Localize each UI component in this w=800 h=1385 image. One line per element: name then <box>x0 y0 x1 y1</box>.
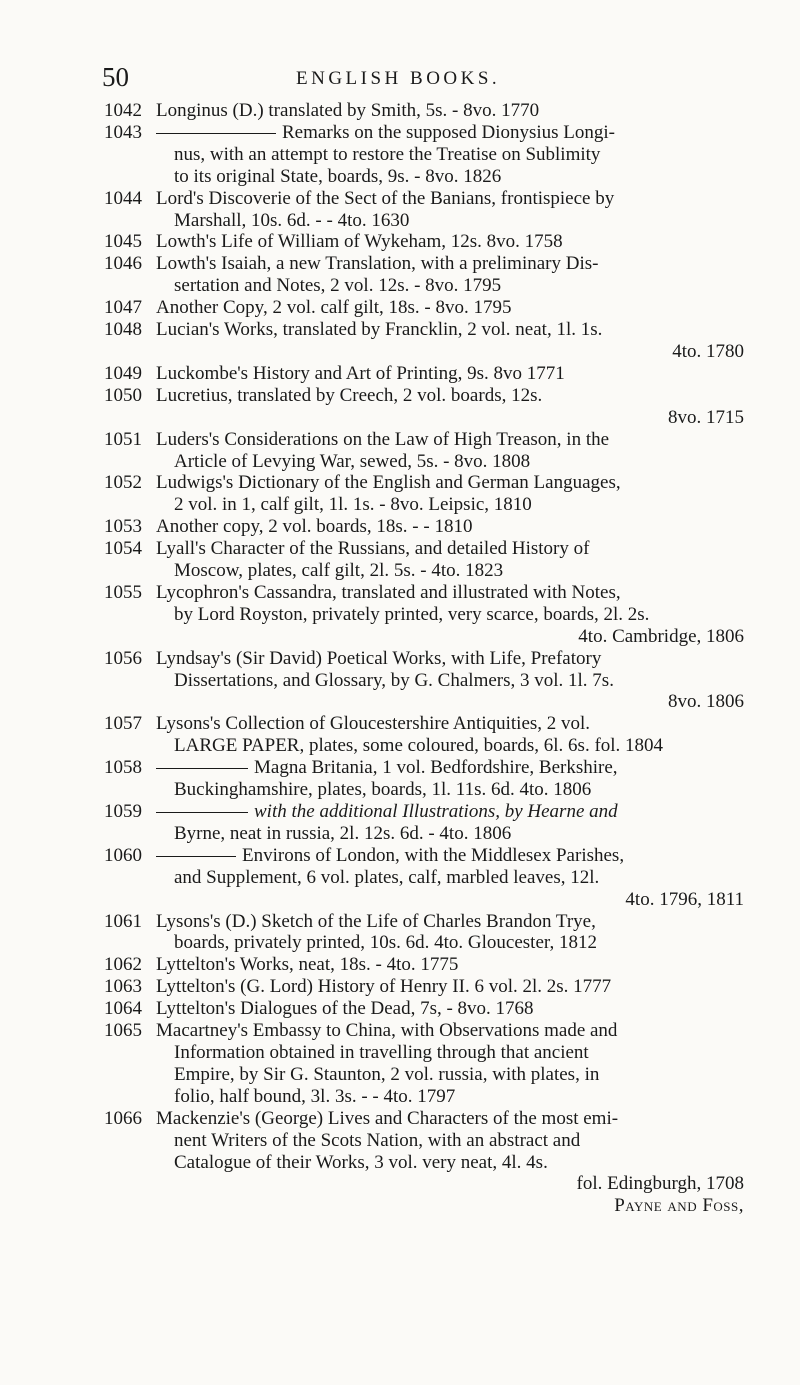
entry-line: 4to. 1780 <box>672 340 744 362</box>
entry-line: Luders's Considerations on the Law of High Treason, in the <box>156 428 610 450</box>
catalogue-entry <box>104 188 744 232</box>
entry-number: 1057 <box>104 713 142 735</box>
entry-number: 1066 <box>104 1107 142 1129</box>
entry-number: 1059 <box>104 801 142 822</box>
entry-line: Marshall, 10s. 6d. - - 4to. 1630 <box>174 209 410 231</box>
entry-line: Lyttelton's Works, neat, 18s. - 4to. 1775 <box>156 954 459 976</box>
entry-line: Magna Britania, 1 vol. Bedfordshire, Berkshire, <box>254 757 618 779</box>
entry-number: 1060 <box>104 844 142 866</box>
entry-line: Buckinghamshire, plates, boards, 1l. 11s. 6d. 4to. 1806 <box>174 779 592 801</box>
catalogue-entry <box>104 253 744 297</box>
entry-line: 4to. Cambridge, 1806 <box>578 625 744 647</box>
entry-line: Another Copy, 2 vol. calf gilt, 18s. - 8vo. 1795 <box>156 297 512 319</box>
entry-line: by Lord Royston, privately printed, very scarce, boards, 2l. 2s. <box>174 603 650 625</box>
entry-line: Longinus (D.) translated by Smith, 5s. - 8vo. 1770 <box>156 100 540 121</box>
entry-line: Moscow, plates, calf gilt, 2l. 5s. - 4to. 1823 <box>174 560 504 582</box>
entry-number: 1055 <box>104 581 142 603</box>
catalogue-entry <box>104 363 744 385</box>
entry-line: 2 vol. in 1, calf gilt, 1l. 1s. - 8vo. Leipsic, 1810 <box>174 494 532 516</box>
entry-line: Byrne, neat in russia, 2l. 12s. 6d. - 4to. 1806 <box>174 822 512 844</box>
entry-line: Lucian's Works, translated by Francklin, 2 vol. neat, 1l. 1s. <box>156 319 603 341</box>
entry-line: Catalogue of their Works, 3 vol. very neat, 4l. 4s. <box>174 1151 548 1173</box>
entry-line: Information obtained in travelling through that ancient <box>174 1041 589 1063</box>
entry-number: 1049 <box>104 362 142 384</box>
entry-line: 4to. 1796, 1811 <box>625 888 744 910</box>
page-number: 50 <box>102 62 129 92</box>
entry-number: 1063 <box>104 976 142 998</box>
catalogue-entry <box>104 297 744 319</box>
catalogue-entry <box>104 582 744 648</box>
catalogue-entry <box>104 429 744 473</box>
entry-number: 1053 <box>104 516 142 538</box>
entry-line: Dissertations, and Glossary, by G. Chalmers, 3 vol. 1l. 7s. <box>174 669 614 691</box>
entry-number: 1048 <box>104 319 142 341</box>
entry-line: Lord's Discoverie of the Sect of the Banians, frontispiece by <box>156 187 615 209</box>
entry-number: 1058 <box>104 757 142 779</box>
ditto-rule <box>156 812 248 813</box>
entry-line: Lyall's Character of the Russians, and detailed History of <box>156 538 590 560</box>
entry-line: fol. Edingburgh, 1708 <box>576 1173 744 1195</box>
entry-line: Remarks on the supposed Dionysius Longi- <box>282 121 616 143</box>
entry-number: 1044 <box>104 187 142 209</box>
catalogue-entry <box>104 100 744 122</box>
catalogue-entry <box>104 319 744 363</box>
entry-number: 1056 <box>104 647 142 669</box>
entry-number: 1045 <box>104 231 142 253</box>
entry-number: 1042 <box>104 100 142 121</box>
entry-line: Lyndsay's (Sir David) Poetical Works, with Life, Prefatory <box>156 647 602 669</box>
catalogue-entry <box>104 385 744 429</box>
entry-number: 1052 <box>104 472 142 494</box>
catalogue-entry <box>104 757 744 801</box>
entry-line: Another copy, 2 vol. boards, 18s. - - 1810 <box>156 516 473 538</box>
catalogue-entry <box>104 713 744 757</box>
catalogue-entry <box>104 801 744 845</box>
entry-line: Empire, by Sir G. Staunton, 2 vol. russia, with plates, in <box>174 1063 600 1085</box>
entry-line: Macartney's Embassy to China, with Observations made and <box>156 1020 618 1042</box>
catalogue-entries <box>104 100 744 1217</box>
catalogue-entry <box>104 122 744 188</box>
catalogue-entry <box>104 516 744 538</box>
entry-line: Mackenzie's (George) Lives and Characters of the most emi- <box>156 1107 619 1129</box>
catalogue-entry <box>104 954 744 976</box>
catalogue-entry <box>104 998 744 1020</box>
entry-number: 1043 <box>104 121 142 143</box>
entry-line: to its original State, boards, 9s. - 8vo. 1826 <box>174 165 502 187</box>
entry-line: nent Writers of the Scots Nation, with an abstract and <box>174 1129 581 1151</box>
entry-line: Lysons's (D.) Sketch of the Life of Charles Brandon Trye, <box>156 910 596 932</box>
entry-line: Lyttelton's Dialogues of the Dead, 7s, - 8vo. 1768 <box>156 998 534 1020</box>
entry-line: Lycophron's Cassandra, translated and illustrated with Notes, <box>156 581 621 603</box>
catalogue-entry <box>104 231 744 253</box>
entry-number: 1047 <box>104 297 142 319</box>
entry-line: nus, with an attempt to restore the Treatise on Sublimity <box>174 143 601 165</box>
entry-line: boards, privately printed, 10s. 6d. 4to. Gloucester, 1812 <box>174 932 597 954</box>
catalogue-entry <box>104 976 744 998</box>
catalogue-entry <box>104 1108 744 1196</box>
entry-line: 8vo. 1715 <box>668 406 744 428</box>
entry-line: 8vo. 1806 <box>668 691 744 713</box>
entry-line: folio, half bound, 3l. 3s. - - 4to. 1797 <box>174 1085 456 1107</box>
entry-line: Lysons's Collection of Gloucestershire Antiquities, 2 vol. <box>156 713 591 735</box>
entry-line: Lowth's Life of William of Wykeham, 12s. 8vo. 1758 <box>156 231 563 253</box>
entry-line: with the additional Illustrations, by Hearne and <box>254 801 618 822</box>
entry-line: Lyttelton's (G. Lord) History of Henry II. 6 vol. 2l. 2s. 1777 <box>156 976 612 998</box>
entry-number: 1050 <box>104 384 142 406</box>
catalogue-entry <box>104 1020 744 1108</box>
running-head: ENGLISH BOOKS. <box>296 68 501 89</box>
entry-line: and Supplement, 6 vol. plates, calf, marbled leaves, 12l. <box>174 866 600 888</box>
entry-number: 1051 <box>104 428 142 450</box>
entry-line: Lucretius, translated by Creech, 2 vol. boards, 12s. <box>156 384 543 406</box>
entry-number: 1062 <box>104 954 142 976</box>
entry-number: 1064 <box>104 998 142 1020</box>
ditto-rule <box>156 856 236 857</box>
entry-line: Lowth's Isaiah, a new Translation, with a preliminary Dis- <box>156 253 599 275</box>
entry-line: Ludwigs's Dictionary of the English and German Languages, <box>156 472 621 494</box>
catalogue-entry <box>104 648 744 714</box>
entry-line: Article of Levying War, sewed, 5s. - 8vo. 1808 <box>174 450 531 472</box>
ditto-rule <box>156 133 276 134</box>
catalogue-entry <box>104 538 744 582</box>
entry-line: sertation and Notes, 2 vol. 12s. - 8vo. 1795 <box>174 275 502 297</box>
catalogue-entry <box>104 472 744 516</box>
entry-number: 1054 <box>104 538 142 560</box>
entry-line: LARGE PAPER, plates, some coloured, boards, 6l. 6s. fol. 1804 <box>174 735 664 757</box>
entry-number: 1046 <box>104 253 142 275</box>
ditto-rule <box>156 768 248 769</box>
entry-number: 1065 <box>104 1020 142 1042</box>
entry-number: 1061 <box>104 910 142 932</box>
printer-imprint: Payne and Foss, <box>614 1195 744 1217</box>
catalogue-entry <box>104 911 744 955</box>
entry-line: Luckombe's History and Art of Printing, 9s. 8vo 1771 <box>156 362 565 384</box>
entry-line: Environs of London, with the Middlesex Parishes, <box>242 844 625 866</box>
catalogue-entry <box>104 845 744 911</box>
